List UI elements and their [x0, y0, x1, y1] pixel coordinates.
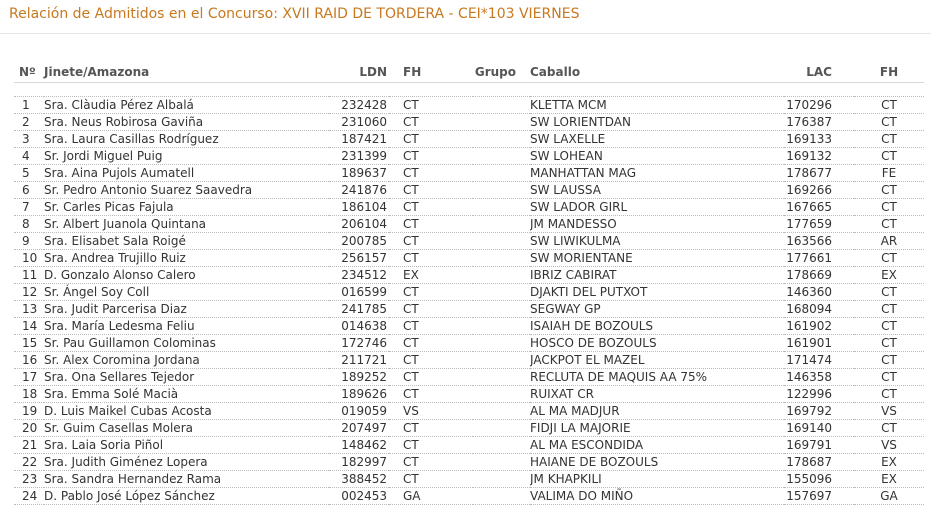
cell-group [473, 131, 530, 148]
table-row [14, 318, 924, 335]
cell-horse: RUIXAT CR [530, 386, 784, 403]
cell-ldn: 241876 [329, 182, 389, 199]
table-row [14, 182, 924, 199]
cell-rider: Sra. Judith Giménez Lopera [44, 454, 329, 471]
cell-lac: 146360 [784, 284, 854, 301]
cell-number: 17 [14, 369, 44, 386]
cell-fh: CT [389, 420, 473, 437]
cell-lac: 169133 [784, 131, 854, 148]
cell-fh: CT [389, 216, 473, 233]
cell-fh2: FE [854, 165, 924, 182]
cell-horse: AL MA MADJUR [530, 403, 784, 420]
cell-fh: EX [389, 267, 473, 284]
cell-horse: MANHATTAN MAG [530, 165, 784, 182]
cell-ldn: 200785 [329, 233, 389, 250]
cell-fh: CT [389, 284, 473, 301]
cell-horse: JM MANDESSO [530, 216, 784, 233]
cell-horse: SEGWAY GP [530, 301, 784, 318]
cell-horse: IBRIZ CABIRAT [530, 267, 784, 284]
cell-number: 11 [14, 267, 44, 284]
cell-fh2: CT [854, 318, 924, 335]
cell-lac: 167665 [784, 199, 854, 216]
cell-rider: Sra. Laura Casillas Rodríguez [44, 131, 329, 148]
table-row [14, 114, 924, 131]
cell-ldn: 256157 [329, 250, 389, 267]
cell-number: 8 [14, 216, 44, 233]
table-row [14, 250, 924, 267]
cell-fh: CT [389, 301, 473, 318]
cell-group [473, 148, 530, 165]
cell-lac: 169266 [784, 182, 854, 199]
table-row [14, 471, 924, 488]
cell-group [473, 437, 530, 454]
cell-number: 5 [14, 165, 44, 182]
cell-fh: CT [389, 165, 473, 182]
cell-group [473, 352, 530, 369]
cell-group [473, 488, 530, 505]
cell-lac: 169132 [784, 148, 854, 165]
cell-group [473, 267, 530, 284]
cell-number: 10 [14, 250, 44, 267]
cell-rider: Sra. Emma Solé Macià [44, 386, 329, 403]
cell-lac: 178677 [784, 165, 854, 182]
cell-group [473, 199, 530, 216]
cell-fh2: CT [854, 148, 924, 165]
cell-fh2: EX [854, 471, 924, 488]
cell-lac: 177659 [784, 216, 854, 233]
cell-horse: SW LORIENTDAN [530, 114, 784, 131]
col-header-horse: Caballo [530, 62, 784, 83]
cell-rider: Sra. Judit Parcerisa Diaz [44, 301, 329, 318]
cell-fh: CT [389, 199, 473, 216]
cell-ldn: 182997 [329, 454, 389, 471]
col-header-ldn: LDN [329, 62, 389, 83]
cell-fh2: CT [854, 369, 924, 386]
cell-fh2: CT [854, 352, 924, 369]
col-header-group: Grupo [473, 62, 530, 83]
cell-rider: Sra. Clàudia Pérez Albalá [44, 97, 329, 114]
header-spacer [14, 83, 924, 97]
cell-ldn: 231399 [329, 148, 389, 165]
col-header-fh: FH [389, 62, 473, 83]
cell-number: 6 [14, 182, 44, 199]
cell-rider: Sra. Andrea Trujillo Ruiz [44, 250, 329, 267]
cell-group [473, 114, 530, 131]
cell-number: 16 [14, 352, 44, 369]
cell-rider: Sra. María Ledesma Feliu [44, 318, 329, 335]
cell-number: 14 [14, 318, 44, 335]
cell-group [473, 301, 530, 318]
cell-horse: SW LAXELLE [530, 131, 784, 148]
table-row [14, 454, 924, 471]
cell-rider: D. Luis Maikel Cubas Acosta [44, 403, 329, 420]
cell-number: 19 [14, 403, 44, 420]
cell-group [473, 454, 530, 471]
cell-group [473, 318, 530, 335]
cell-fh: CT [389, 148, 473, 165]
table-row [14, 233, 924, 250]
cell-ldn: 207497 [329, 420, 389, 437]
cell-horse: RECLUTA DE MAQUIS AA 75% [530, 369, 784, 386]
cell-ldn: 231060 [329, 114, 389, 131]
col-header-num: Nº [14, 62, 44, 83]
cell-ldn: 189252 [329, 369, 389, 386]
cell-horse: SW LAUSSA [530, 182, 784, 199]
cell-horse: JM KHAPKILI [530, 471, 784, 488]
cell-ldn: 189637 [329, 165, 389, 182]
cell-group [473, 97, 530, 114]
cell-ldn: 232428 [329, 97, 389, 114]
cell-fh: CT [389, 114, 473, 131]
col-header-rider: Jinete/Amazona [44, 62, 329, 83]
cell-lac: 177661 [784, 250, 854, 267]
cell-horse: FIDJI LA MAJORIE [530, 420, 784, 437]
cell-ldn: 002453 [329, 488, 389, 505]
cell-group [473, 250, 530, 267]
cell-fh2: CT [854, 199, 924, 216]
cell-ldn: 388452 [329, 471, 389, 488]
cell-group [473, 471, 530, 488]
cell-fh2: CT [854, 182, 924, 199]
table-row [14, 369, 924, 386]
cell-fh: CT [389, 437, 473, 454]
cell-rider: Sr. Pau Guillamon Colominas [44, 335, 329, 352]
cell-lac: 163566 [784, 233, 854, 250]
cell-fh: CT [389, 454, 473, 471]
cell-fh2: EX [854, 454, 924, 471]
cell-number: 18 [14, 386, 44, 403]
cell-fh: CT [389, 233, 473, 250]
table-row [14, 165, 924, 182]
cell-lac: 161901 [784, 335, 854, 352]
cell-horse: VALIMA DO MIÑO [530, 488, 784, 505]
cell-rider: Sr. Carles Picas Fajula [44, 199, 329, 216]
cell-fh2: CT [854, 420, 924, 437]
cell-number: 3 [14, 131, 44, 148]
cell-rider: Sra. Elisabet Sala Roigé [44, 233, 329, 250]
cell-horse: SW LADOR GIRL [530, 199, 784, 216]
cell-fh2: AR [854, 233, 924, 250]
cell-fh: CT [389, 386, 473, 403]
cell-group [473, 369, 530, 386]
cell-group [473, 216, 530, 233]
cell-lac: 170296 [784, 97, 854, 114]
cell-number: 13 [14, 301, 44, 318]
cell-group [473, 386, 530, 403]
cell-group [473, 182, 530, 199]
cell-rider: Sr. Guim Casellas Molera [44, 420, 329, 437]
cell-lac: 178687 [784, 454, 854, 471]
cell-fh: CT [389, 471, 473, 488]
cell-ldn: 014638 [329, 318, 389, 335]
cell-horse: SW LIWIKULMA [530, 233, 784, 250]
cell-ldn: 241785 [329, 301, 389, 318]
cell-group [473, 165, 530, 182]
table-row [14, 131, 924, 148]
cell-ldn: 172746 [329, 335, 389, 352]
table-row [14, 420, 924, 437]
table-row [14, 335, 924, 352]
cell-rider: Sr. Albert Juanola Quintana [44, 216, 329, 233]
cell-lac: 146358 [784, 369, 854, 386]
cell-lac: 169791 [784, 437, 854, 454]
cell-lac: 161902 [784, 318, 854, 335]
cell-group [473, 403, 530, 420]
cell-horse: KLETTA MCM [530, 97, 784, 114]
page-title: Relación de Admitidos en el Concurso: XVII RAID DE TORDERA - CEI*103 VIERNES [9, 6, 580, 22]
cell-rider: Sra. Neus Robirosa Gaviña [44, 114, 329, 131]
cell-fh: CT [389, 250, 473, 267]
cell-horse: ISAIAH DE BOZOULS [530, 318, 784, 335]
cell-rider: Sra. Ona Sellares Tejedor [44, 369, 329, 386]
cell-rider: Sra. Aina Pujols Aumatell [44, 165, 329, 182]
cell-fh2: CT [854, 250, 924, 267]
table-row [14, 386, 924, 403]
cell-fh: CT [389, 318, 473, 335]
cell-ldn: 234512 [329, 267, 389, 284]
cell-ldn: 211721 [329, 352, 389, 369]
cell-group [473, 233, 530, 250]
cell-rider: Sr. Jordi Miguel Puig [44, 148, 329, 165]
cell-ldn: 187421 [329, 131, 389, 148]
cell-rider: Sr. Pedro Antonio Suarez Saavedra [44, 182, 329, 199]
cell-fh2: CT [854, 97, 924, 114]
cell-fh2: EX [854, 267, 924, 284]
cell-rider: D. Gonzalo Alonso Calero [44, 267, 329, 284]
cell-horse: AL MA ESCONDIDA [530, 437, 784, 454]
cell-ldn: 019059 [329, 403, 389, 420]
table-row [14, 216, 924, 233]
col-header-fh2: FH [854, 62, 924, 83]
col-header-lac: LAC [784, 62, 854, 83]
cell-number: 1 [14, 97, 44, 114]
cell-lac: 169140 [784, 420, 854, 437]
cell-rider: Sra. Laia Soria Piñol [44, 437, 329, 454]
table-header [14, 62, 924, 83]
cell-number: 12 [14, 284, 44, 301]
cell-number: 7 [14, 199, 44, 216]
cell-number: 4 [14, 148, 44, 165]
table-row [14, 437, 924, 454]
cell-horse: SW MORIENTANE [530, 250, 784, 267]
cell-number: 22 [14, 454, 44, 471]
cell-fh2: CT [854, 301, 924, 318]
cell-rider: Sr. Alex Coromina Jordana [44, 352, 329, 369]
cell-lac: 157697 [784, 488, 854, 505]
table-row [14, 199, 924, 216]
cell-group [473, 335, 530, 352]
table-row [14, 488, 924, 505]
cell-fh2: VS [854, 403, 924, 420]
cell-group [473, 284, 530, 301]
cell-rider: Sra. Sandra Hernandez Rama [44, 471, 329, 488]
cell-fh2: CT [854, 216, 924, 233]
cell-lac: 171474 [784, 352, 854, 369]
cell-fh2: VS [854, 437, 924, 454]
cell-number: 23 [14, 471, 44, 488]
cell-number: 20 [14, 420, 44, 437]
table-row [14, 284, 924, 301]
cell-fh2: GA [854, 488, 924, 505]
title-divider [0, 33, 931, 34]
table-row [14, 267, 924, 284]
cell-lac: 168094 [784, 301, 854, 318]
cell-number: 2 [14, 114, 44, 131]
cell-ldn: 189626 [329, 386, 389, 403]
cell-lac: 176387 [784, 114, 854, 131]
admitted-table [14, 62, 924, 505]
cell-horse: SW LOHEAN [530, 148, 784, 165]
cell-number: 15 [14, 335, 44, 352]
cell-rider: D. Pablo José López Sánchez [44, 488, 329, 505]
cell-ldn: 186104 [329, 199, 389, 216]
cell-horse: HAIANE DE BOZOULS [530, 454, 784, 471]
cell-fh2: CT [854, 335, 924, 352]
cell-ldn: 206104 [329, 216, 389, 233]
cell-fh: GA [389, 488, 473, 505]
cell-number: 21 [14, 437, 44, 454]
cell-fh2: CT [854, 284, 924, 301]
cell-fh: CT [389, 335, 473, 352]
cell-fh: VS [389, 403, 473, 420]
cell-rider: Sr. Ángel Soy Coll [44, 284, 329, 301]
cell-ldn: 148462 [329, 437, 389, 454]
cell-lac: 155096 [784, 471, 854, 488]
cell-horse: JACKPOT EL MAZEL [530, 352, 784, 369]
cell-fh2: CT [854, 386, 924, 403]
cell-fh: CT [389, 369, 473, 386]
table-row [14, 301, 924, 318]
cell-fh: CT [389, 182, 473, 199]
table-row [14, 352, 924, 369]
table-row [14, 148, 924, 165]
cell-fh: CT [389, 131, 473, 148]
table-row [14, 403, 924, 420]
cell-horse: DJAKTI DEL PUTXOT [530, 284, 784, 301]
cell-lac: 178669 [784, 267, 854, 284]
cell-number: 24 [14, 488, 44, 505]
cell-lac: 122996 [784, 386, 854, 403]
cell-fh2: CT [854, 131, 924, 148]
cell-group [473, 420, 530, 437]
cell-lac: 169792 [784, 403, 854, 420]
cell-fh: CT [389, 97, 473, 114]
table-row [14, 97, 924, 114]
cell-ldn: 016599 [329, 284, 389, 301]
cell-fh: CT [389, 352, 473, 369]
cell-fh2: CT [854, 114, 924, 131]
cell-number: 9 [14, 233, 44, 250]
cell-horse: HOSCO DE BOZOULS [530, 335, 784, 352]
